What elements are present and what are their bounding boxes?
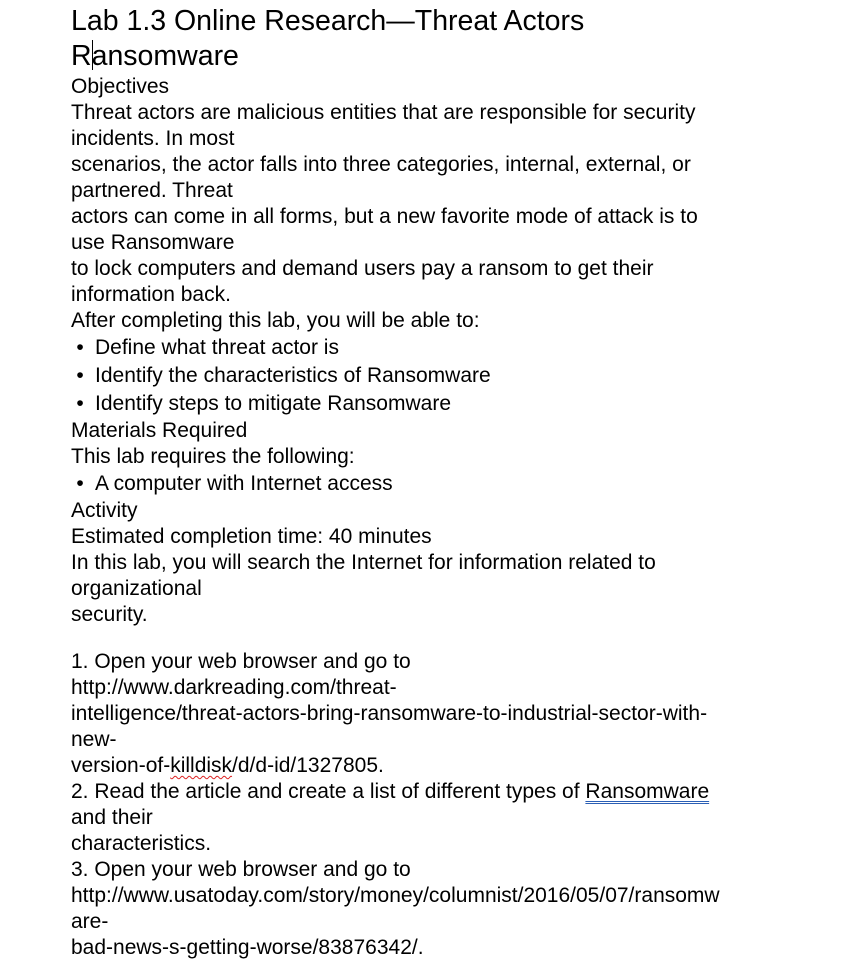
- empty-paragraph: [71, 628, 791, 649]
- objectives-line: partnered. Threat: [71, 179, 233, 202]
- title-line-1: Lab 1.3 Online Research—Threat Actors: [71, 5, 585, 37]
- bullet-glyph: •: [76, 392, 84, 415]
- activity-line: organizational: [71, 577, 202, 600]
- step-1-text: version-of-: [71, 754, 171, 777]
- step-2-line: characteristics.: [71, 832, 212, 855]
- spelling-error-word[interactable]: killdisk: [170, 754, 233, 777]
- step-1-line: [71, 753, 791, 779]
- step-2: [71, 779, 791, 857]
- step-1: [71, 649, 791, 779]
- list-item: [71, 362, 791, 390]
- activity-paragraph: [71, 550, 791, 628]
- activity-line: security.: [71, 603, 148, 626]
- list-item: [71, 390, 791, 418]
- objectives-line: information back.: [71, 283, 231, 306]
- outcomes-list: [71, 334, 791, 418]
- list-item-text: Define what threat actor is: [95, 336, 339, 359]
- objectives-line: incidents. In most: [71, 127, 235, 150]
- step-3-line: are-: [71, 910, 109, 933]
- list-item-text: A computer with Internet access: [95, 472, 393, 495]
- outcomes-intro: After completing this lab, you will be able to:: [71, 309, 480, 332]
- step-2-line: and their: [71, 806, 153, 829]
- bullet-glyph: •: [76, 336, 84, 359]
- step-3-line: bad-news-s-getting-worse/83876342/.: [71, 936, 424, 959]
- materials-heading: Materials Required: [71, 419, 248, 442]
- objectives-line: to lock computers and demand users pay a ransom to get their: [71, 257, 654, 280]
- step-1-line: http://www.darkreading.com/threat-: [71, 676, 397, 699]
- objectives-heading: Objectives: [71, 75, 170, 98]
- step-2-line: [71, 779, 791, 805]
- list-item: [71, 334, 791, 362]
- step-1-line: 1. Open your web browser and go to: [71, 650, 411, 673]
- list-item-text: Identify the characteristics of Ransomware: [95, 364, 491, 387]
- step-1-text: /d/d-id/1327805.: [232, 754, 384, 777]
- document-page[interactable]: [71, 4, 791, 961]
- grammar-flag-word[interactable]: Ransomware: [585, 780, 710, 803]
- materials-intro: This lab requires the following:: [71, 445, 355, 468]
- list-item: [71, 470, 791, 498]
- list-item-text: Identify steps to mitigate Ransomware: [95, 392, 451, 415]
- title-line-2: [71, 39, 791, 74]
- bullet-glyph: •: [76, 472, 84, 495]
- step-2-text: 2. Read the article and create a list of different types of: [71, 780, 586, 803]
- document-title: [71, 4, 791, 74]
- step-3: [71, 857, 791, 961]
- objectives-paragraph: [71, 100, 791, 308]
- step-3-line: 3. Open your web browser and go to: [71, 858, 411, 881]
- step-3-line: http://www.usatoday.com/story/money/columnist/2016/05/07/ransomw: [71, 884, 720, 907]
- step-1-line: new-: [71, 728, 117, 751]
- estimated-time: Estimated completion time: 40 minutes: [71, 525, 432, 548]
- materials-list: [71, 470, 791, 498]
- objectives-line: scenarios, the actor falls into three categories, internal, external, or: [71, 153, 691, 176]
- activity-line: In this lab, you will search the Internet for information related to: [71, 551, 656, 574]
- bullet-glyph: •: [76, 364, 84, 387]
- activity-heading: Activity: [71, 499, 138, 522]
- step-1-line: intelligence/threat-actors-bring-ransomware-to-industrial-sector-with-: [71, 702, 708, 725]
- title-line-2-first: R: [71, 40, 92, 72]
- objectives-line: Threat actors are malicious entities that are responsible for security: [71, 101, 696, 124]
- title-line-2-rest: ansomware: [91, 40, 239, 72]
- objectives-line: actors can come in all forms, but a new favorite mode of attack is to: [71, 205, 698, 228]
- objectives-line: use Ransomware: [71, 231, 235, 254]
